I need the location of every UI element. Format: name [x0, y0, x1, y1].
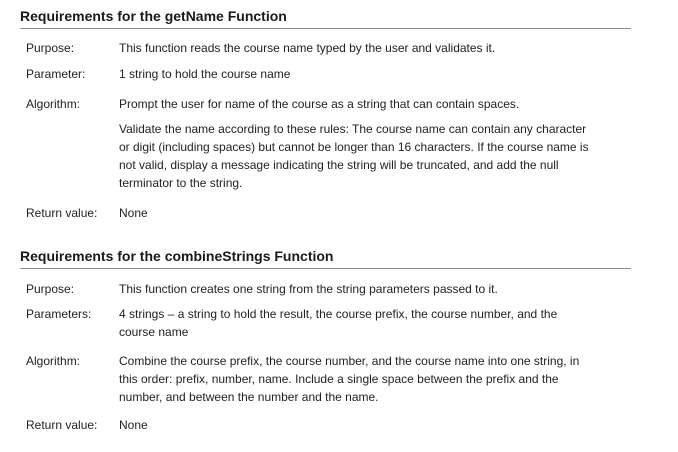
row-value: [119, 39, 589, 57]
row-paragraph: None: [119, 206, 148, 220]
row-value: [119, 352, 589, 406]
row-paragraph: This function reads the course name typed by the user and validates it.: [119, 41, 496, 55]
section-title: Requirements for the combineStrings Function: [20, 247, 631, 269]
row-paragraph: Combine the course prefix, the course number, and the course name into one string, in this order: prefix, number, name. Include a single space between the prefix and the number, and between the number and the name.: [119, 354, 580, 404]
row-value: [119, 280, 589, 298]
row-value: [119, 65, 589, 83]
row-value: [119, 305, 589, 341]
row-label: Algorithm:: [26, 354, 81, 368]
row-label: Purpose:: [26, 282, 75, 296]
row-value: [119, 416, 589, 434]
row-paragraph: None: [119, 418, 148, 432]
row-paragraph: Validate the name according to these rules: The course name can contain any character or digit (including spaces) but cannot be longer than 16 characters. If the course name is not valid, display a message indicating the string will be truncated, and add the null terminator to the string.: [119, 122, 589, 190]
row-label: Return value:: [26, 206, 98, 220]
combinestrings-requirements-section: [20, 247, 631, 269]
row-label: Parameter:: [26, 67, 86, 81]
row-value: [119, 95, 589, 192]
row-paragraph: Prompt the user for name of the course as a string that can contain spaces.: [119, 97, 520, 111]
getname-requirements-section: [20, 7, 631, 29]
row-label: Return value:: [26, 418, 98, 432]
row-label: Parameters:: [26, 307, 92, 321]
row-label: Algorithm:: [26, 97, 81, 111]
row-paragraph: 1 string to hold the course name: [119, 67, 291, 81]
row-paragraph: This function creates one string from the string parameters passed to it.: [119, 282, 498, 296]
section-title: Requirements for the getName Function: [20, 7, 631, 29]
row-value: [119, 204, 589, 222]
row-paragraph: 4 strings – a string to hold the result, the course prefix, the course number, and the course name: [119, 307, 558, 339]
row-label: Purpose:: [26, 41, 75, 55]
